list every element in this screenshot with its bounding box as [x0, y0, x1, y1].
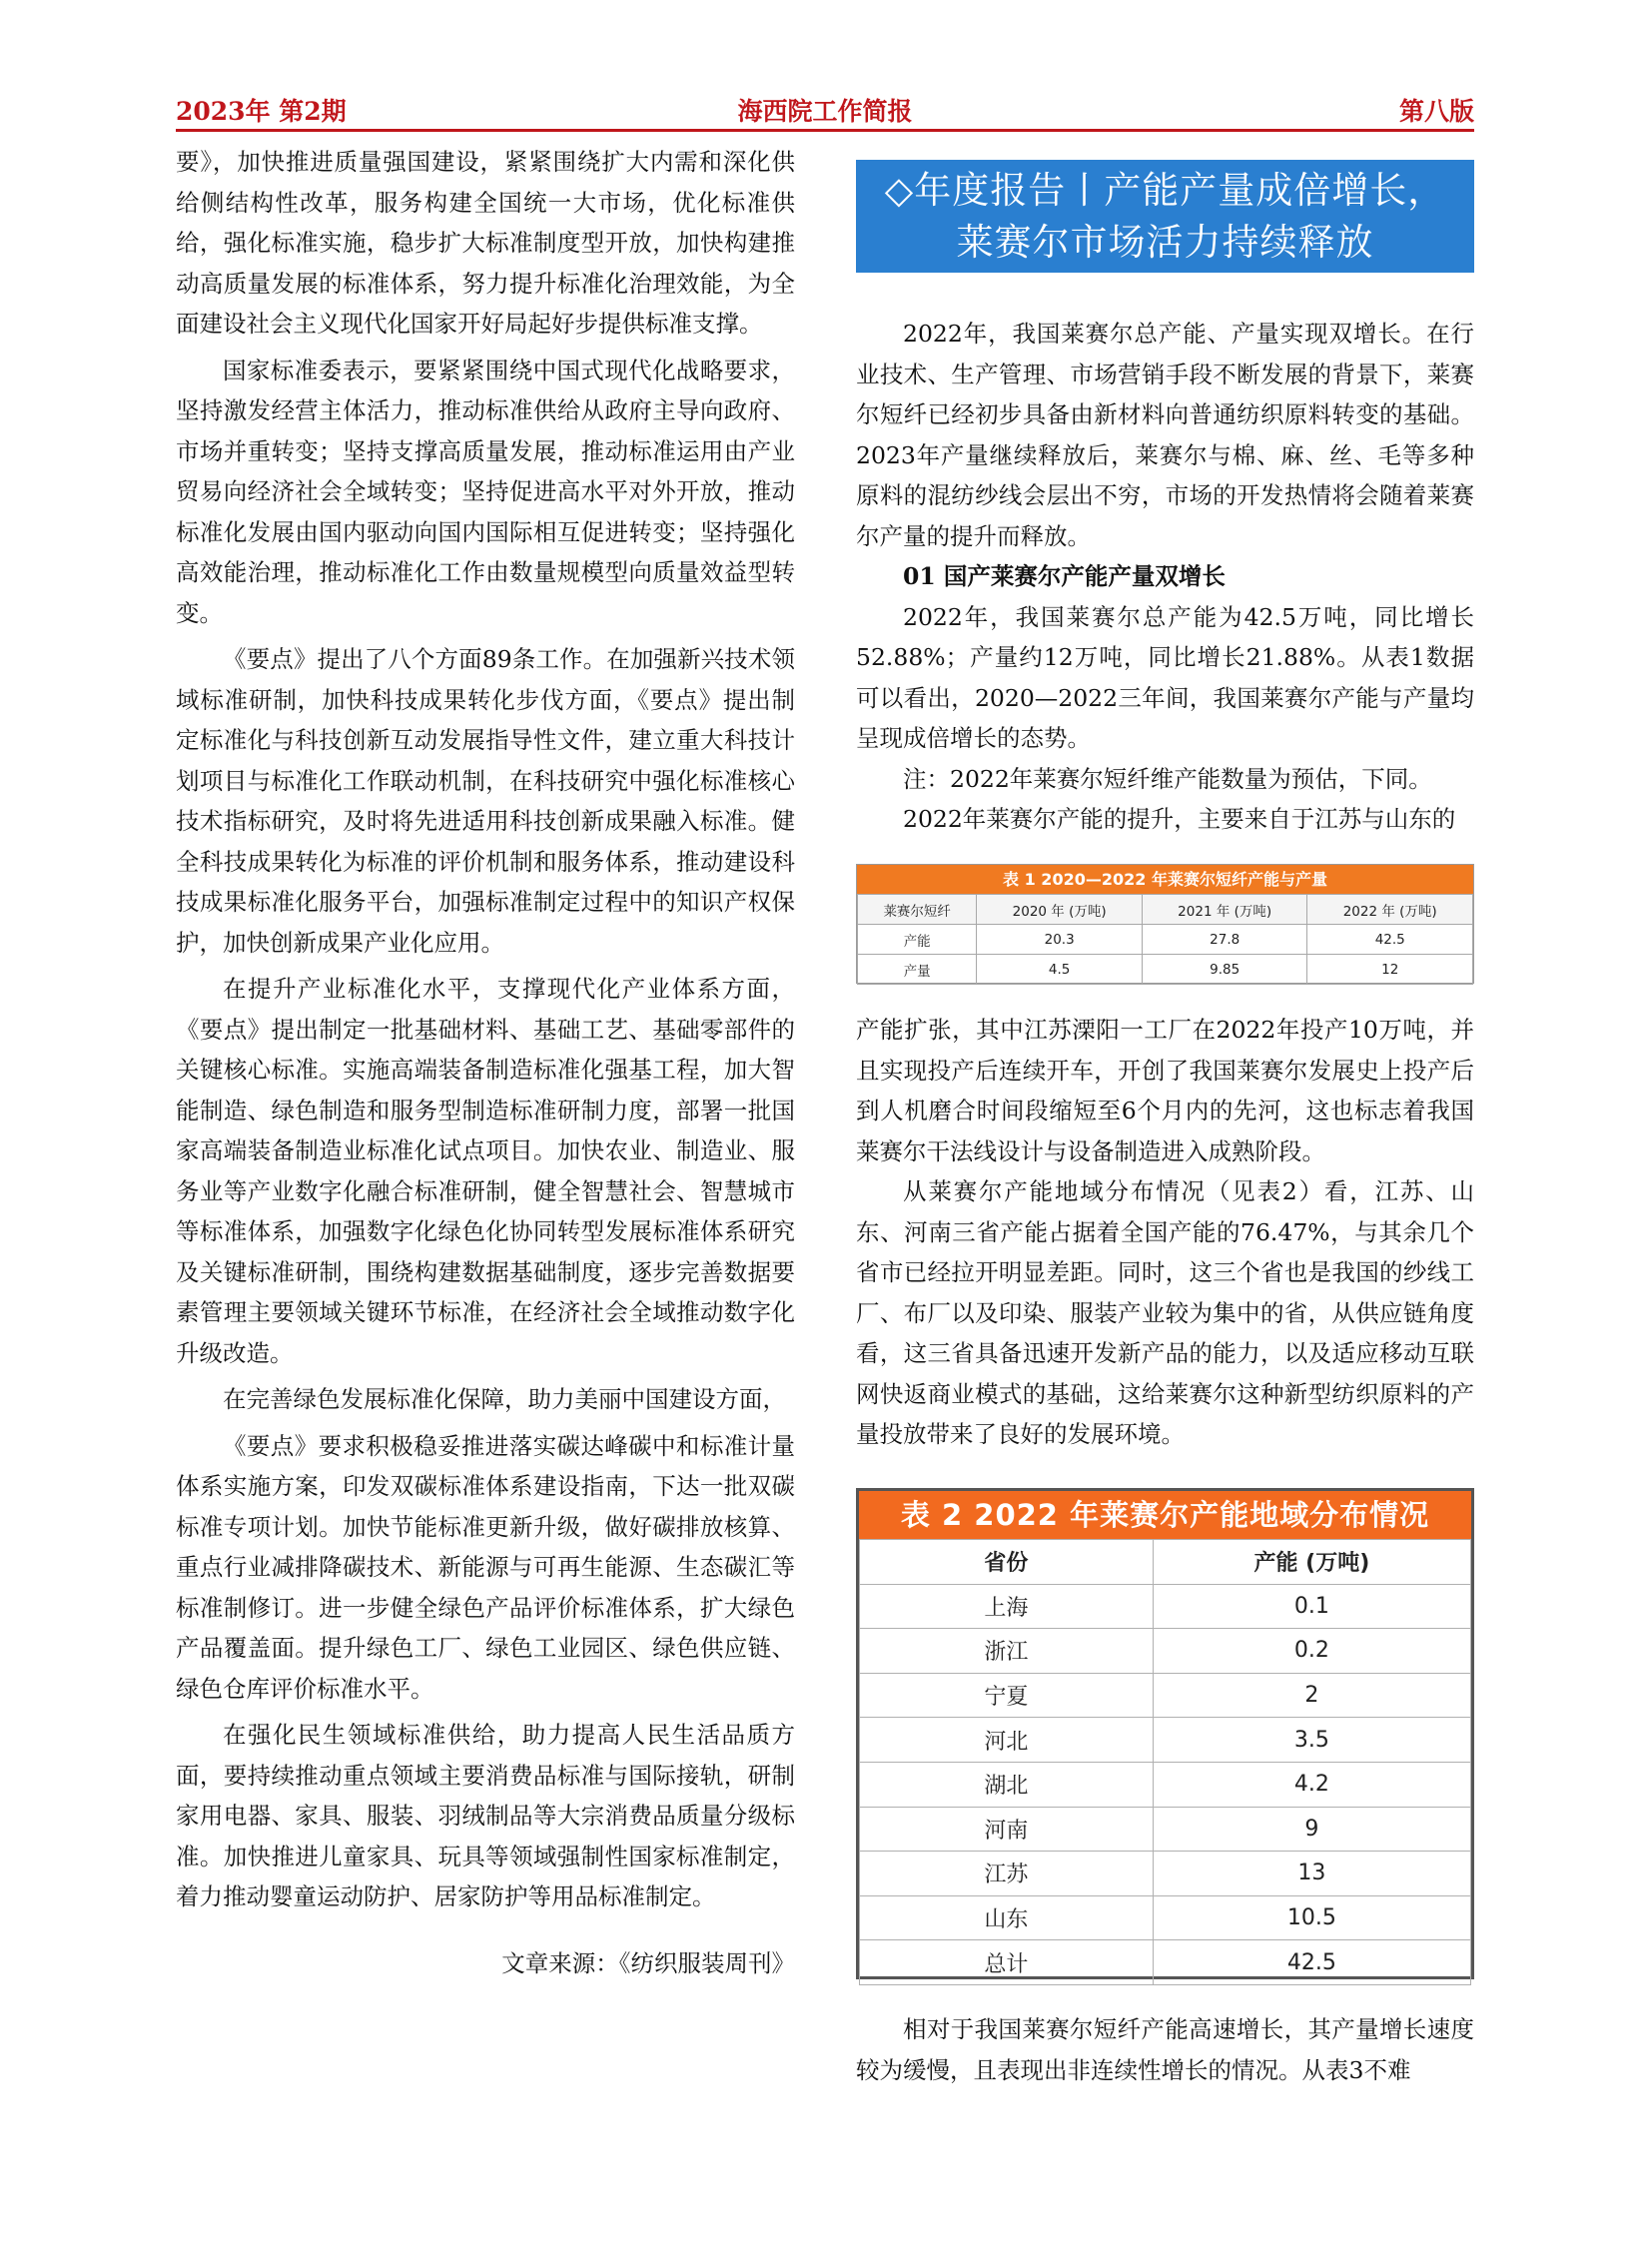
right-paragraph: 从莱赛尔产能地域分布情况（见表2）看，江苏、山东、河南三省产能占据着全国产能的76.47%，与其余几个省市已经拉开明显差距。同时，这三个省也是我国的纱线工厂、布厂以及印染、服装产业较为集中的省，从供应链角度看，这三省具备迅速开发新产品的能力，以及适应移动互联网快返商业模式的基础，这给莱赛尔这种新型纺织原料的产量投放带来了良好的发展环境。: [856, 1177, 1474, 1448]
table-cell: 山东: [860, 1895, 1154, 1940]
table-cell: 河南: [860, 1807, 1154, 1852]
table-cell: 产能: [858, 925, 977, 955]
table-1: [856, 864, 1474, 984]
right-paragraph: 2022年，我国莱赛尔总产能、产量实现双增长。在行业技术、生产管理、市场营销手段不断发展的背景下，莱赛尔短纤已经初步具备由新材料向普通纺织原料转变的基础。2023年产量继续释放后，莱赛尔与棉、麻、丝、毛等多种原料的混纺纱线会层出不穷，市场的开发热情将会随着莱赛尔产量的提升而释放。: [856, 320, 1474, 550]
table-row: [858, 925, 1473, 955]
table-cell: 4.2: [1153, 1762, 1470, 1807]
article-title-line: 莱赛尔市场活力持续释放: [956, 221, 1374, 264]
table-cell: 9.85: [1142, 955, 1307, 985]
table-cell: 27.8: [1142, 925, 1307, 955]
publication-title: 海西院工作简报: [737, 97, 913, 126]
table-cell: 0.1: [1153, 1584, 1470, 1629]
table-row: [860, 1762, 1471, 1807]
issue-label: 2023年 第2期: [176, 97, 347, 126]
table-2-grid: [859, 1539, 1471, 1985]
table-header-cell: 产能 (万吨): [1153, 1540, 1470, 1585]
table-header-cell: 2021 年 (万吨): [1142, 895, 1307, 925]
table-header-cell: 2022 年 (万吨): [1307, 895, 1473, 925]
right-text-block-2: [856, 1010, 1474, 1455]
table-2-title: 表 2 2022 年莱赛尔产能地域分布情况: [859, 1491, 1471, 1539]
table-cell: 9: [1153, 1807, 1470, 1852]
left-paragraph: 要》，加快推进质量强国建设，紧紧围绕扩大内需和深化供给侧结构性改革，服务构建全国统一大市场，优化标准供给，强化标准实施，稳步扩大标准制度型开放，加快构建推动高质量发展的标准体系，努力提升标准化治理效能，为全面建设社会主义现代化国家开好局起好步提供标准支撑。: [176, 148, 795, 338]
table-cell: 3.5: [1153, 1718, 1470, 1763]
table-header-cell: 省份: [860, 1540, 1154, 1585]
left-paragraph: 在强化民生领域标准供给，助力提高人民生活品质方面，要持续推动重点领域主要消费品标准与国际接轨，研制家用电器、家具、服装、羽绒制品等大宗消费品质量分级标准。加快推进儿童家具、玩具等领域强制性国家标准制定，着力推动婴童运动防护、居家防护等用品标准制定。: [176, 1721, 795, 1910]
left-paragraph: 《要点》提出了八个方面89条工作。在加强新兴技术领域标准研制，加快科技成果转化步伐方面，《要点》提出制定标准化与科技创新互动发展指导性文件，建立重大科技计划项目与标准化工作联动机制，在科技研究中强化标准核心技术指标研究，及时将先进适用科技创新成果融入标准。健全科技成果转化为标准的评价机制和服务体系，推动建设科技成果标准化服务平台，加强标准制定过程中的知识产权保护，加快创新成果产业化应用。: [176, 645, 795, 957]
table-row: [860, 1895, 1471, 1940]
table-header-row: [860, 1540, 1471, 1585]
table-1-grid: [857, 894, 1473, 985]
table-2: [856, 1488, 1474, 1979]
table-cell: 4.5: [977, 955, 1143, 985]
right-paragraph: 2022年莱赛尔产能的提升，主要来自于江苏与山东的: [903, 805, 1456, 833]
table-cell: 42.5: [1153, 1940, 1470, 1985]
left-paragraph: 国家标准委表示，要紧紧围绕中国式现代化战略要求，坚持激发经营主体活力，推动标准供给从政府主导向政府、市场并重转变；坚持支撑高质量发展，推动标准运用由产业贸易向经济社会全域转变；坚持促进高水平对外开放，推动标准化发展由国内驱动向国内国际相互促进转变；坚持强化高效能治理，推动标准化工作由数量规模型向质量效益型转变。: [176, 356, 795, 627]
right-paragraph: 产能扩张，其中江苏溧阳一工厂在2022年投产10万吨，并且实现投产后连续开车，开创了我国莱赛尔发展史上投产后到人机磨合时间段缩短至6个月内的先河，这也标志着我国莱赛尔干法线设计与设备制造进入成熟阶段。: [856, 1016, 1474, 1165]
table-header-cell: 2020 年 (万吨): [977, 895, 1143, 925]
section-heading: 01 国产莱赛尔产能产量双增长: [903, 562, 1226, 590]
table-header-cell: 莱赛尔短纤: [858, 895, 977, 925]
table-row: [860, 1673, 1471, 1718]
table-row: [860, 1807, 1471, 1852]
table-cell: 10.5: [1153, 1895, 1470, 1940]
table-cell: 0.2: [1153, 1629, 1470, 1674]
table-1-title: 表 1 2020—2022 年莱赛尔短纤产能与产量: [857, 865, 1473, 894]
left-paragraph: 《要点》要求积极稳妥推进落实碳达峰碳中和标准计量体系实施方案，印发双碳标准体系建设指南，下达一批双碳标准专项计划。加快节能标准更新升级，做好碳排放核算、重点行业减排降碳技术、新能源与可再生能源、生态碳汇等标准制修订。进一步健全绿色产品评价标准体系，扩大绿色产品覆盖面。提升绿色工厂、绿色工业园区、绿色供应链、绿色仓库评价标准水平。: [176, 1431, 795, 1703]
table-cell: 42.5: [1307, 925, 1473, 955]
page-number: 第八版: [1398, 97, 1474, 126]
right-text-block-1: [856, 314, 1474, 840]
left-paragraph: 在完善绿色发展标准化保障，助力美丽中国建设方面，: [223, 1385, 786, 1413]
page-header: [176, 92, 1474, 130]
article-title-line: ◇年度报告丨产能产量成倍增长，: [884, 169, 1446, 212]
table-cell: 浙江: [860, 1629, 1154, 1674]
article-title-banner: [856, 160, 1474, 273]
table-cell: 13: [1153, 1852, 1470, 1896]
right-paragraph: 2022年，我国莱赛尔总产能为42.5万吨，同比增长52.88%；产量约12万吨，同比增长21.88%。从表1数据可以看出，2020—2022三年间，我国莱赛尔产能与产量均呈现成倍增长的态势。: [856, 602, 1474, 752]
table-row: [860, 1940, 1471, 1985]
left-paragraph: 在提升产业标准化水平，支撑现代化产业体系方面，《要点》提出制定一批基础材料、基础工艺、基础零部件的关键核心标准。实施高端装备制造标准化强基工程，加大智能制造、绿色制造和服务型制造标准研制力度，部署一批国家高端装备制造业标准化试点项目。加快农业、制造业、服务业等产业数字化融合标准研制，健全智慧社会、智慧城市等标准体系，加强数字化绿色化协同转型发展标准体系研究及关键标准研制，围绕构建数据基础制度，逐步完善数据要素管理主要领域关键环节标准，在经济社会全域推动数字化升级改造。: [176, 975, 795, 1367]
table-header-row: [858, 895, 1473, 925]
article-source: 文章来源：《纺织服装周刊》: [501, 1948, 795, 1977]
table-row: [860, 1584, 1471, 1629]
table-cell: 江苏: [860, 1852, 1154, 1896]
left-column: [176, 142, 795, 1989]
right-text-block-3: [856, 2009, 1474, 2090]
right-note: 注：2022年莱赛尔短纤维产能数量为预估，下同。: [903, 764, 1432, 793]
table-row: [860, 1629, 1471, 1674]
table-cell: 20.3: [977, 925, 1143, 955]
table-cell: 上海: [860, 1584, 1154, 1629]
table-cell: 总计: [860, 1940, 1154, 1985]
table-cell: 湖北: [860, 1762, 1154, 1807]
table-cell: 宁夏: [860, 1673, 1154, 1718]
table-row: [860, 1718, 1471, 1763]
header-divider: [176, 129, 1474, 132]
table-cell: 2: [1153, 1673, 1470, 1718]
table-row: [858, 955, 1473, 985]
table-cell: 河北: [860, 1718, 1154, 1763]
table-row: [860, 1852, 1471, 1896]
right-paragraph: 相对于我国莱赛尔短纤产能高速增长，其产量增长速度较为缓慢，且表现出非连续性增长的情况。从表3不难: [856, 2015, 1474, 2084]
table-cell: 产量: [858, 955, 977, 985]
table-cell: 12: [1307, 955, 1473, 985]
